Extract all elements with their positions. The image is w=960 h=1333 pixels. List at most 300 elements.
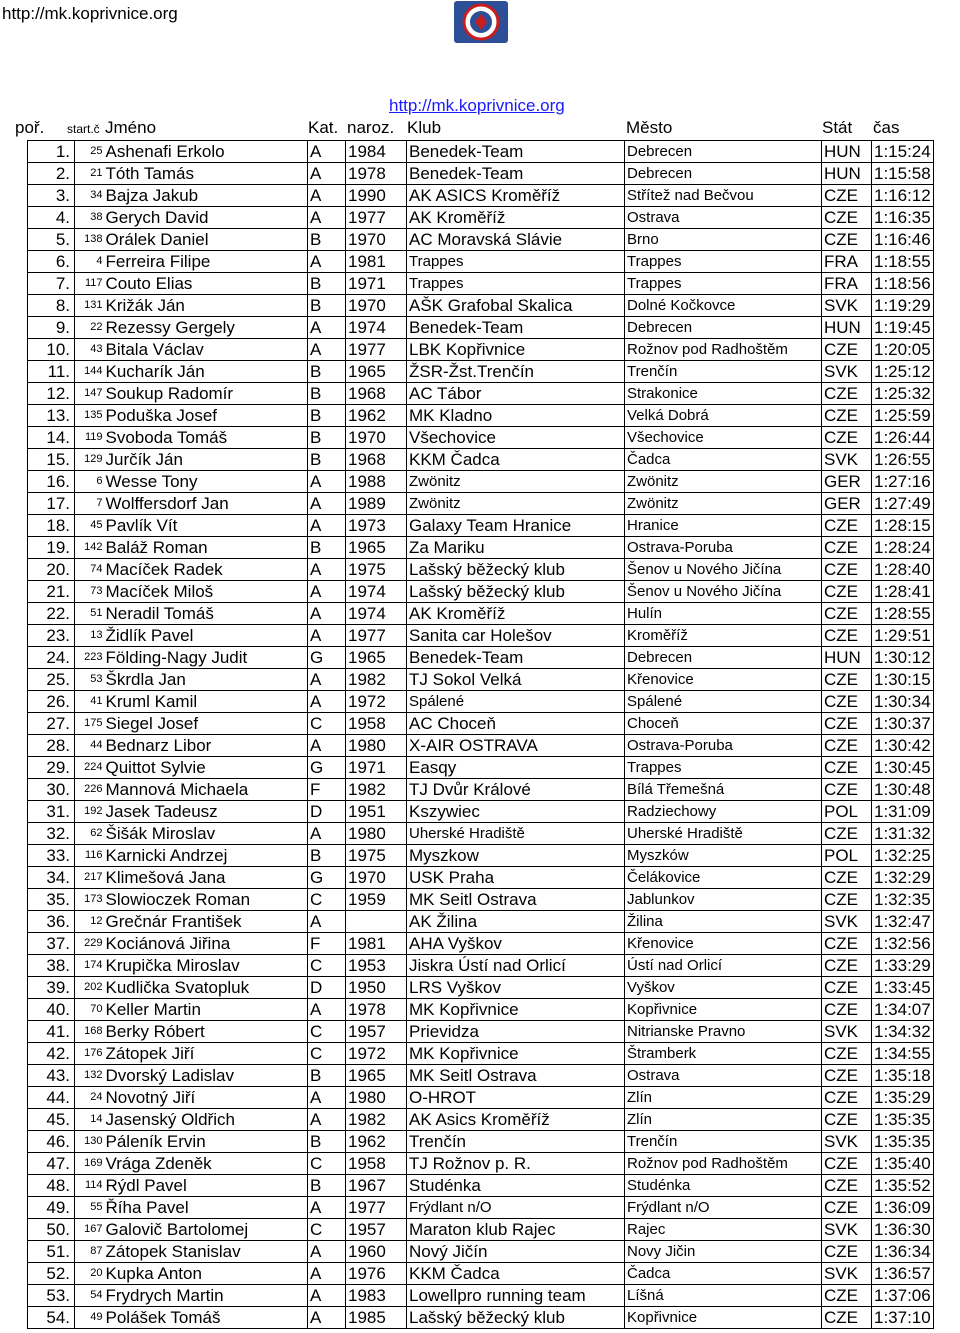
birth-year-cell: 1958 xyxy=(346,1153,407,1175)
runner-name-cell: Couto Elias xyxy=(104,273,308,295)
time-cell: 1:33:45 xyxy=(872,977,934,999)
birth-year-cell: 1981 xyxy=(346,251,407,273)
start-number-cell: 34 xyxy=(75,185,104,207)
category-cell: A xyxy=(308,207,346,229)
club-cell: MK Kladno xyxy=(407,405,625,427)
club-cell: Trappes xyxy=(407,273,625,295)
birth-year-cell: 1974 xyxy=(346,317,407,339)
runner-name-cell: Židlík Pavel xyxy=(104,625,308,647)
category-cell: F xyxy=(308,933,346,955)
position-cell: 49. xyxy=(28,1197,75,1219)
time-cell: 1:19:29 xyxy=(872,295,934,317)
country-cell: CZE xyxy=(822,1197,872,1219)
table-row xyxy=(28,581,934,603)
category-cell: B xyxy=(308,1065,346,1087)
col-header-country: Stát xyxy=(822,118,853,137)
city-cell: Rožnov pod Radhoštěm xyxy=(625,1153,822,1175)
time-cell: 1:32:25 xyxy=(872,845,934,867)
runner-name-cell: Kupka Anton xyxy=(104,1263,308,1285)
table-row xyxy=(28,1109,934,1131)
city-cell: Jablunkov xyxy=(625,889,822,911)
start-number-cell: 147 xyxy=(75,383,104,405)
start-number-cell: 144 xyxy=(75,361,104,383)
time-cell: 1:32:29 xyxy=(872,867,934,889)
city-cell: Myszków xyxy=(625,845,822,867)
country-cell: CZE xyxy=(822,757,872,779)
category-cell: B xyxy=(308,537,346,559)
category-cell: A xyxy=(308,1285,346,1307)
table-row xyxy=(28,757,934,779)
club-cell: Maraton klub Rajec xyxy=(407,1219,625,1241)
club-cell: AC Moravská Slávie xyxy=(407,229,625,251)
start-number-cell: 45 xyxy=(75,515,104,537)
start-number-cell: 70 xyxy=(75,999,104,1021)
time-cell: 1:15:58 xyxy=(872,163,934,185)
birth-year-cell: 1975 xyxy=(346,559,407,581)
runner-name-cell: Mannová Michaela xyxy=(104,779,308,801)
start-number-cell: 44 xyxy=(75,735,104,757)
runner-name-cell: Karnicki Andrzej xyxy=(104,845,308,867)
category-cell: A xyxy=(308,1197,346,1219)
country-cell: SVK xyxy=(822,1021,872,1043)
position-cell: 13. xyxy=(28,405,75,427)
city-cell: Čadca xyxy=(625,449,822,471)
position-cell: 14. xyxy=(28,427,75,449)
club-cell: Kszywiec xyxy=(407,801,625,823)
category-cell: A xyxy=(308,1241,346,1263)
site-link[interactable]: http://mk.koprivnice.org xyxy=(389,96,565,115)
country-cell: CZE xyxy=(822,669,872,691)
time-cell: 1:30:15 xyxy=(872,669,934,691)
birth-year-cell: 1967 xyxy=(346,1175,407,1197)
position-cell: 52. xyxy=(28,1263,75,1285)
runner-name-cell: Wolffersdorf Jan xyxy=(104,493,308,515)
birth-year-cell: 1989 xyxy=(346,493,407,515)
category-cell: A xyxy=(308,141,346,163)
runner-name-cell: Grečnár František xyxy=(104,911,308,933)
table-row xyxy=(28,845,934,867)
city-cell: Spálené xyxy=(625,691,822,713)
start-number-cell: 114 xyxy=(75,1175,104,1197)
runner-name-cell: Zátopek Stanislav xyxy=(104,1241,308,1263)
category-cell: A xyxy=(308,339,346,361)
start-number-cell: 7 xyxy=(75,493,104,515)
position-cell: 30. xyxy=(28,779,75,801)
country-cell: CZE xyxy=(822,1109,872,1131)
country-cell: POL xyxy=(822,845,872,867)
runner-name-cell: Ferreira Filipe xyxy=(104,251,308,273)
runner-name-cell: Bitala Václav xyxy=(104,339,308,361)
start-number-cell: 224 xyxy=(75,757,104,779)
position-cell: 26. xyxy=(28,691,75,713)
position-cell: 53. xyxy=(28,1285,75,1307)
runner-name-cell: Rýdl Pavel xyxy=(104,1175,308,1197)
table-row xyxy=(28,801,934,823)
country-cell: CZE xyxy=(822,185,872,207)
category-cell: A xyxy=(308,691,346,713)
country-cell: SVK xyxy=(822,1219,872,1241)
start-number-cell: 169 xyxy=(75,1153,104,1175)
country-cell: CZE xyxy=(822,933,872,955)
club-cell: Benedek-Team xyxy=(407,317,625,339)
runner-name-cell: Tóth Tamás xyxy=(104,163,308,185)
position-cell: 17. xyxy=(28,493,75,515)
start-number-cell: 20 xyxy=(75,1263,104,1285)
position-cell: 50. xyxy=(28,1219,75,1241)
birth-year-cell: 1972 xyxy=(346,691,407,713)
position-cell: 25. xyxy=(28,669,75,691)
position-cell: 35. xyxy=(28,889,75,911)
table-row xyxy=(28,1219,934,1241)
results-table xyxy=(27,140,934,1329)
table-row xyxy=(28,691,934,713)
category-cell: F xyxy=(308,779,346,801)
position-cell: 24. xyxy=(28,647,75,669)
category-cell: A xyxy=(308,735,346,757)
club-cell: Lašský běžecký klub xyxy=(407,581,625,603)
results-body xyxy=(28,141,934,1329)
position-cell: 8. xyxy=(28,295,75,317)
club-cell: Lašský běžecký klub xyxy=(407,1307,625,1329)
table-row xyxy=(28,1087,934,1109)
club-cell: Spálené xyxy=(407,691,625,713)
club-cell: Galaxy Team Hranice xyxy=(407,515,625,537)
category-cell: B xyxy=(308,1175,346,1197)
city-cell: Bílá Třemešná xyxy=(625,779,822,801)
country-cell: HUN xyxy=(822,163,872,185)
city-cell: Hulín xyxy=(625,603,822,625)
city-cell: Žilina xyxy=(625,911,822,933)
city-cell: Ostrava xyxy=(625,1065,822,1087)
runner-name-cell: Quittot Sylvie xyxy=(104,757,308,779)
category-cell: A xyxy=(308,185,346,207)
table-row xyxy=(28,295,934,317)
table-row xyxy=(28,779,934,801)
table-row xyxy=(28,493,934,515)
category-cell: A xyxy=(308,999,346,1021)
category-cell: A xyxy=(308,823,346,845)
city-cell: Rajec xyxy=(625,1219,822,1241)
runner-name-cell: Novotný Jiří xyxy=(104,1087,308,1109)
col-header-category: Kat. xyxy=(308,118,339,137)
runner-name-cell: Berky Róbert xyxy=(104,1021,308,1043)
category-cell: C xyxy=(308,1043,346,1065)
table-row xyxy=(28,955,934,977)
position-cell: 11. xyxy=(28,361,75,383)
birth-year-cell: 1965 xyxy=(346,647,407,669)
category-cell: B xyxy=(308,405,346,427)
city-cell: Zlín xyxy=(625,1109,822,1131)
position-cell: 48. xyxy=(28,1175,75,1197)
runner-name-cell: Baláž Roman xyxy=(104,537,308,559)
position-cell: 19. xyxy=(28,537,75,559)
time-cell: 1:25:12 xyxy=(872,361,934,383)
club-cell: Sanita car Holešov xyxy=(407,625,625,647)
time-cell: 1:35:29 xyxy=(872,1087,934,1109)
table-row xyxy=(28,1285,934,1307)
runner-name-cell: Říha Pavel xyxy=(104,1197,308,1219)
table-row xyxy=(28,669,934,691)
time-cell: 1:30:34 xyxy=(872,691,934,713)
club-cell: O-HROT xyxy=(407,1087,625,1109)
country-cell: CZE xyxy=(822,713,872,735)
country-cell: FRA xyxy=(822,273,872,295)
time-cell: 1:36:30 xyxy=(872,1219,934,1241)
club-cell: Myszkow xyxy=(407,845,625,867)
category-cell: G xyxy=(308,647,346,669)
club-cell: Zwönitz xyxy=(407,471,625,493)
col-header-position: poř. xyxy=(15,118,45,137)
category-cell: A xyxy=(308,471,346,493)
runner-name-cell: Soukup Radomír xyxy=(104,383,308,405)
table-row xyxy=(28,977,934,999)
country-cell: HUN xyxy=(822,647,872,669)
start-number-cell: 135 xyxy=(75,405,104,427)
time-cell: 1:25:32 xyxy=(872,383,934,405)
birth-year-cell: 1980 xyxy=(346,735,407,757)
position-cell: 12. xyxy=(28,383,75,405)
time-cell: 1:16:12 xyxy=(872,185,934,207)
category-cell: B xyxy=(308,449,346,471)
category-cell: A xyxy=(308,1109,346,1131)
start-number-cell: 87 xyxy=(75,1241,104,1263)
city-cell: Zwönitz xyxy=(625,493,822,515)
table-row xyxy=(28,823,934,845)
country-cell: CZE xyxy=(822,515,872,537)
start-number-cell: 226 xyxy=(75,779,104,801)
city-cell: Debrecen xyxy=(625,163,822,185)
city-cell: Kopřivnice xyxy=(625,1307,822,1329)
club-cell: AC Tábor xyxy=(407,383,625,405)
table-row xyxy=(28,207,934,229)
start-number-cell: 202 xyxy=(75,977,104,999)
city-cell: Štramberk xyxy=(625,1043,822,1065)
club-cell: LBK Kopřivnice xyxy=(407,339,625,361)
position-cell: 46. xyxy=(28,1131,75,1153)
runner-name-cell: Neradil Tomáš xyxy=(104,603,308,625)
birth-year-cell: 1974 xyxy=(346,581,407,603)
city-cell: Uherské Hradiště xyxy=(625,823,822,845)
category-cell: B xyxy=(308,1131,346,1153)
country-cell: CZE xyxy=(822,559,872,581)
start-number-cell: 41 xyxy=(75,691,104,713)
city-cell: Debrecen xyxy=(625,141,822,163)
start-number-cell: 138 xyxy=(75,229,104,251)
table-row xyxy=(28,339,934,361)
position-cell: 22. xyxy=(28,603,75,625)
time-cell: 1:35:18 xyxy=(872,1065,934,1087)
city-cell: Dolné Kočkovce xyxy=(625,295,822,317)
runner-name-cell: Földing-Nagy Judit xyxy=(104,647,308,669)
birth-year-cell: 1980 xyxy=(346,1087,407,1109)
category-cell: A xyxy=(308,493,346,515)
time-cell: 1:18:55 xyxy=(872,251,934,273)
country-cell: CZE xyxy=(822,603,872,625)
start-number-cell: 142 xyxy=(75,537,104,559)
time-cell: 1:28:55 xyxy=(872,603,934,625)
position-cell: 34. xyxy=(28,867,75,889)
birth-year-cell: 1953 xyxy=(346,955,407,977)
category-cell: C xyxy=(308,1021,346,1043)
category-cell: B xyxy=(308,383,346,405)
city-cell: Šenov u Nového Jičína xyxy=(625,581,822,603)
city-cell: Trappes xyxy=(625,251,822,273)
table-row xyxy=(28,141,934,163)
city-cell: Ostrava-Poruba xyxy=(625,735,822,757)
table-row xyxy=(28,427,934,449)
runner-name-cell: Kruml Kamil xyxy=(104,691,308,713)
category-cell: B xyxy=(308,427,346,449)
club-cell: Prievidza xyxy=(407,1021,625,1043)
start-number-cell: 174 xyxy=(75,955,104,977)
start-number-cell: 223 xyxy=(75,647,104,669)
time-cell: 1:37:06 xyxy=(872,1285,934,1307)
position-cell: 39. xyxy=(28,977,75,999)
city-cell: Vyškov xyxy=(625,977,822,999)
birth-year-cell: 1965 xyxy=(346,361,407,383)
birth-year-cell xyxy=(346,911,407,933)
birth-year-cell: 1970 xyxy=(346,229,407,251)
time-cell: 1:36:57 xyxy=(872,1263,934,1285)
time-cell: 1:35:40 xyxy=(872,1153,934,1175)
country-cell: CZE xyxy=(822,339,872,361)
country-cell: CZE xyxy=(822,1043,872,1065)
category-cell: A xyxy=(308,911,346,933)
city-cell: Novy Jičin xyxy=(625,1241,822,1263)
club-cell: Nový Jičín xyxy=(407,1241,625,1263)
category-cell: B xyxy=(308,361,346,383)
table-row xyxy=(28,1043,934,1065)
time-cell: 1:25:59 xyxy=(872,405,934,427)
city-cell: Střítež nad Bečvou xyxy=(625,185,822,207)
position-cell: 6. xyxy=(28,251,75,273)
country-cell: POL xyxy=(822,801,872,823)
birth-year-cell: 1962 xyxy=(346,405,407,427)
club-cell: ŽSR-Žst.Trenčín xyxy=(407,361,625,383)
time-cell: 1:30:12 xyxy=(872,647,934,669)
country-cell: SVK xyxy=(822,361,872,383)
birth-year-cell: 1968 xyxy=(346,449,407,471)
table-row xyxy=(28,251,934,273)
position-cell: 18. xyxy=(28,515,75,537)
position-cell: 3. xyxy=(28,185,75,207)
club-cell: Uherské Hradiště xyxy=(407,823,625,845)
country-cell: CZE xyxy=(822,1307,872,1329)
birth-year-cell: 1984 xyxy=(346,141,407,163)
time-cell: 1:28:15 xyxy=(872,515,934,537)
city-cell: Ostrava-Poruba xyxy=(625,537,822,559)
city-cell: Radziechowy xyxy=(625,801,822,823)
table-row xyxy=(28,713,934,735)
country-cell: CZE xyxy=(822,889,872,911)
country-cell: CZE xyxy=(822,735,872,757)
time-cell: 1:34:07 xyxy=(872,999,934,1021)
position-cell: 28. xyxy=(28,735,75,757)
table-row xyxy=(28,229,934,251)
start-number-cell: 25 xyxy=(75,141,104,163)
birth-year-cell: 1958 xyxy=(346,713,407,735)
club-cell: Lašský běžecký klub xyxy=(407,559,625,581)
position-cell: 44. xyxy=(28,1087,75,1109)
table-row xyxy=(28,911,934,933)
birth-year-cell: 1960 xyxy=(346,1241,407,1263)
country-cell: FRA xyxy=(822,251,872,273)
table-row xyxy=(28,1065,934,1087)
category-cell: A xyxy=(308,1263,346,1285)
runner-name-cell: Gerych David xyxy=(104,207,308,229)
birth-year-cell: 1965 xyxy=(346,1065,407,1087)
birth-year-cell: 1977 xyxy=(346,1197,407,1219)
country-cell: CZE xyxy=(822,999,872,1021)
category-cell: A xyxy=(308,251,346,273)
birth-year-cell: 1975 xyxy=(346,845,407,867)
runner-name-cell: Páleník Ervin xyxy=(104,1131,308,1153)
time-cell: 1:33:29 xyxy=(872,955,934,977)
club-cell: AŠK Grafobal Skalica xyxy=(407,295,625,317)
club-cell: MK Seitl Ostrava xyxy=(407,1065,625,1087)
club-cell: TJ Dvůr Králové xyxy=(407,779,625,801)
runner-name-cell: Vrága Zdeněk xyxy=(104,1153,308,1175)
time-cell: 1:29:51 xyxy=(872,625,934,647)
start-number-cell: 175 xyxy=(75,713,104,735)
city-cell: Trenčín xyxy=(625,1131,822,1153)
city-cell: Debrecen xyxy=(625,317,822,339)
country-cell: CZE xyxy=(822,405,872,427)
birth-year-cell: 1970 xyxy=(346,295,407,317)
country-cell: CZE xyxy=(822,867,872,889)
country-cell: HUN xyxy=(822,141,872,163)
time-cell: 1:27:49 xyxy=(872,493,934,515)
position-cell: 47. xyxy=(28,1153,75,1175)
runner-name-cell: Bajza Jakub xyxy=(104,185,308,207)
category-cell: A xyxy=(308,581,346,603)
col-header-city: Město xyxy=(626,118,673,137)
start-number-cell: 38 xyxy=(75,207,104,229)
start-number-cell: 129 xyxy=(75,449,104,471)
city-cell: Ostrava xyxy=(625,207,822,229)
birth-year-cell: 1978 xyxy=(346,999,407,1021)
table-row xyxy=(28,317,934,339)
birth-year-cell: 1971 xyxy=(346,273,407,295)
category-cell: C xyxy=(308,889,346,911)
city-cell: Křenovice xyxy=(625,669,822,691)
country-cell: CZE xyxy=(822,977,872,999)
table-row xyxy=(28,1131,934,1153)
city-cell: Trenčín xyxy=(625,361,822,383)
club-cell: LRS Vyškov xyxy=(407,977,625,999)
birth-year-cell: 1982 xyxy=(346,669,407,691)
country-cell: GER xyxy=(822,493,872,515)
col-header-club: Klub xyxy=(407,118,442,137)
time-cell: 1:36:09 xyxy=(872,1197,934,1219)
position-cell: 51. xyxy=(28,1241,75,1263)
table-row xyxy=(28,273,934,295)
runner-name-cell: Slowioczek Roman xyxy=(104,889,308,911)
table-row xyxy=(28,515,934,537)
category-cell: G xyxy=(308,867,346,889)
table-row xyxy=(28,933,934,955)
birth-year-cell: 1982 xyxy=(346,779,407,801)
city-cell: Frýdlant n/O xyxy=(625,1197,822,1219)
start-number-cell: 14 xyxy=(75,1109,104,1131)
city-cell: Choceň xyxy=(625,713,822,735)
runner-name-cell: Rezessy Gergely xyxy=(104,317,308,339)
position-cell: 31. xyxy=(28,801,75,823)
category-cell: A xyxy=(308,317,346,339)
race-logo xyxy=(452,0,510,44)
birth-year-cell: 1978 xyxy=(346,163,407,185)
start-number-cell: 167 xyxy=(75,1219,104,1241)
